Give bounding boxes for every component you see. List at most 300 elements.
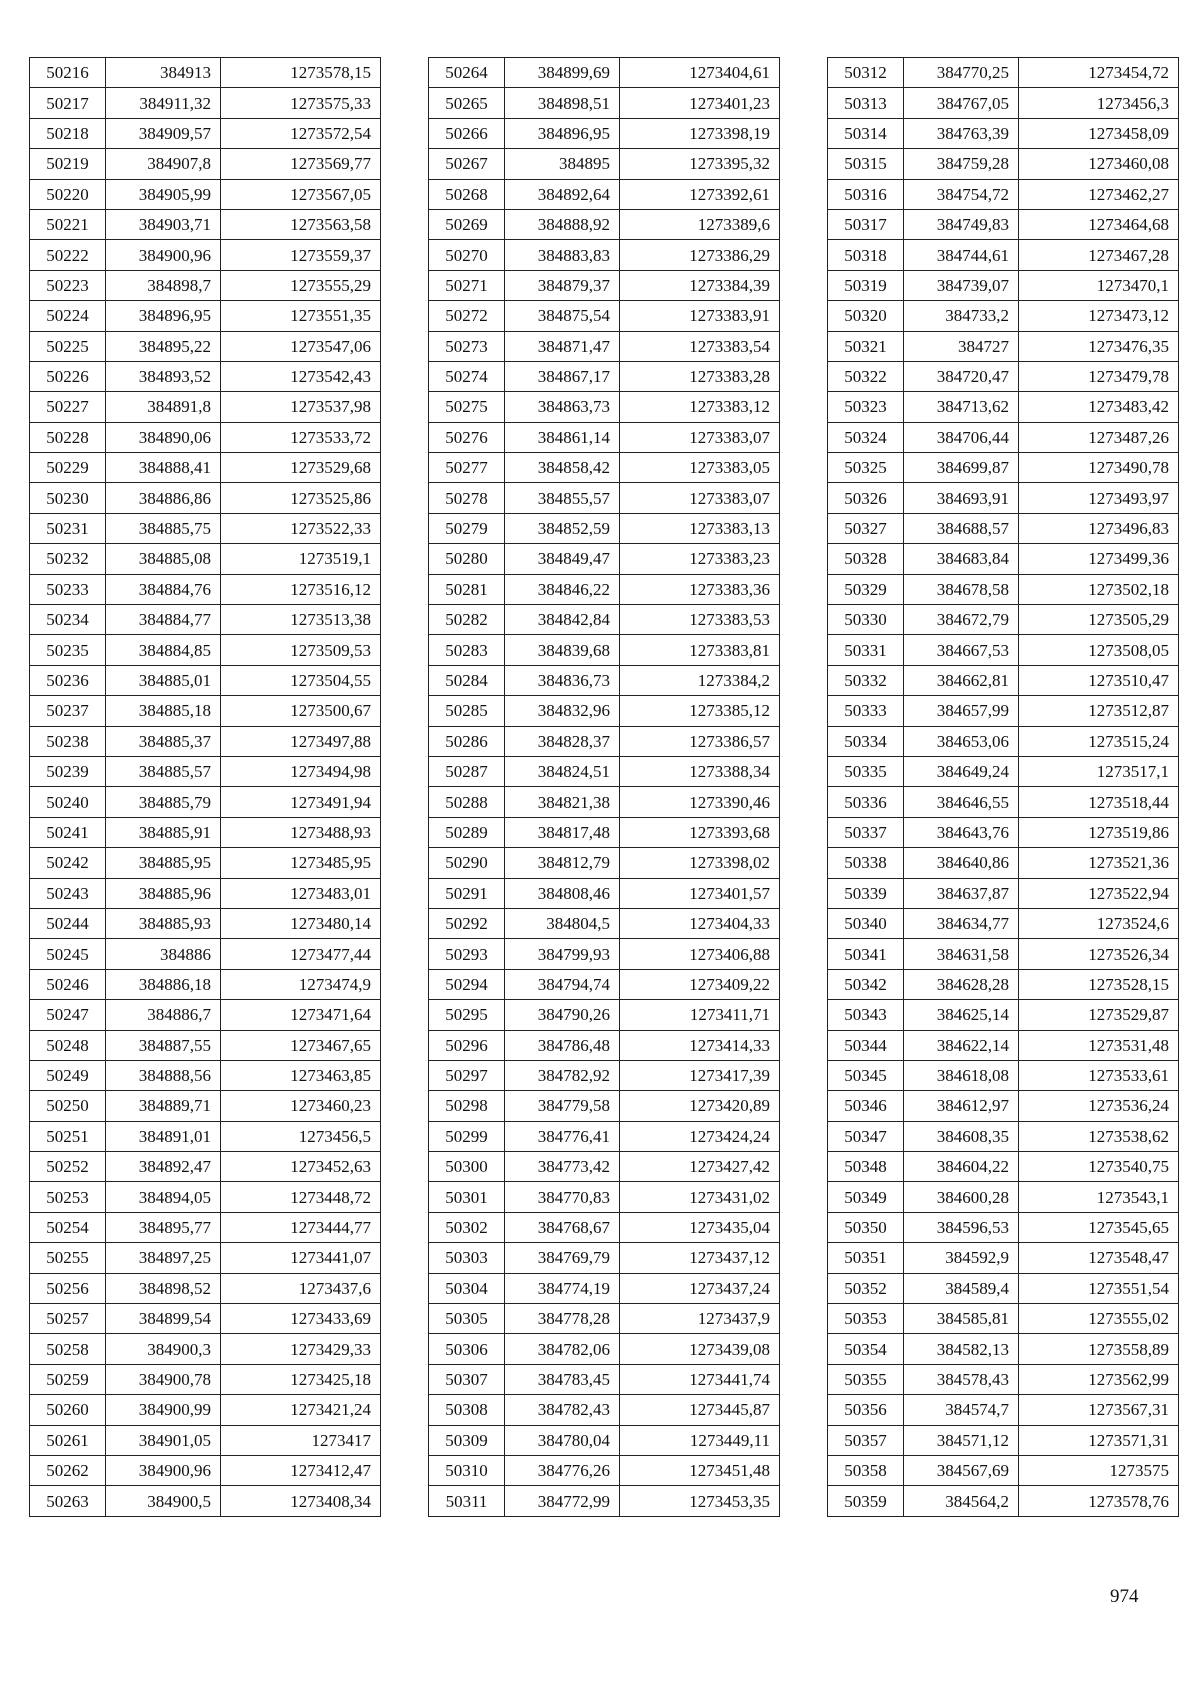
y-coordinate-cell: 1273464,68 bbox=[1019, 209, 1179, 239]
table-row bbox=[828, 969, 1179, 999]
x-coordinate-cell: 384667,53 bbox=[904, 635, 1019, 665]
y-coordinate-cell: 1273551,35 bbox=[221, 301, 381, 331]
y-coordinate-cell: 1273444,77 bbox=[221, 1212, 381, 1242]
point-id-cell: 50354 bbox=[828, 1334, 904, 1364]
x-coordinate-cell: 384885,95 bbox=[106, 848, 221, 878]
x-coordinate-cell: 384867,17 bbox=[505, 361, 620, 391]
y-coordinate-cell: 1273409,22 bbox=[620, 969, 780, 999]
point-id-cell: 50282 bbox=[429, 605, 505, 635]
point-id-cell: 50307 bbox=[429, 1364, 505, 1394]
point-id-cell: 50287 bbox=[429, 756, 505, 786]
table-row bbox=[30, 422, 381, 452]
point-id-cell: 50241 bbox=[30, 817, 106, 847]
point-id-cell: 50276 bbox=[429, 422, 505, 452]
x-coordinate-cell: 384892,64 bbox=[505, 179, 620, 209]
table-row bbox=[429, 544, 780, 574]
x-coordinate-cell: 384861,14 bbox=[505, 422, 620, 452]
x-coordinate-cell: 384780,04 bbox=[505, 1425, 620, 1455]
point-id-cell: 50268 bbox=[429, 179, 505, 209]
point-id-cell: 50328 bbox=[828, 544, 904, 574]
point-id-cell: 50235 bbox=[30, 635, 106, 665]
y-coordinate-cell: 1273398,19 bbox=[620, 118, 780, 148]
point-id-cell: 50243 bbox=[30, 878, 106, 908]
table-row bbox=[30, 453, 381, 483]
x-coordinate-cell: 384637,87 bbox=[904, 878, 1019, 908]
y-coordinate-cell: 1273433,69 bbox=[221, 1304, 381, 1334]
x-coordinate-cell: 384649,24 bbox=[904, 756, 1019, 786]
table-row bbox=[828, 1030, 1179, 1060]
x-coordinate-cell: 384886 bbox=[106, 939, 221, 969]
table-row bbox=[429, 574, 780, 604]
y-coordinate-cell: 1273499,36 bbox=[1019, 544, 1179, 574]
table-row bbox=[828, 331, 1179, 361]
x-coordinate-cell: 384779,58 bbox=[505, 1091, 620, 1121]
x-coordinate-cell: 384885,75 bbox=[106, 513, 221, 543]
y-coordinate-cell: 1273572,54 bbox=[221, 118, 381, 148]
y-coordinate-cell: 1273508,05 bbox=[1019, 635, 1179, 665]
point-id-cell: 50300 bbox=[429, 1152, 505, 1182]
y-coordinate-cell: 1273538,62 bbox=[1019, 1121, 1179, 1151]
y-coordinate-cell: 1273474,9 bbox=[221, 969, 381, 999]
point-id-cell: 50332 bbox=[828, 665, 904, 695]
table-row bbox=[828, 1364, 1179, 1394]
y-coordinate-cell: 1273518,44 bbox=[1019, 787, 1179, 817]
point-id-cell: 50331 bbox=[828, 635, 904, 665]
y-coordinate-cell: 1273513,38 bbox=[221, 605, 381, 635]
y-coordinate-cell: 1273487,26 bbox=[1019, 422, 1179, 452]
point-id-cell: 50265 bbox=[429, 88, 505, 118]
y-coordinate-cell: 1273524,6 bbox=[1019, 908, 1179, 938]
table-row bbox=[828, 635, 1179, 665]
table-row bbox=[828, 1304, 1179, 1334]
point-id-cell: 50347 bbox=[828, 1121, 904, 1151]
point-id-cell: 50288 bbox=[429, 787, 505, 817]
y-coordinate-cell: 1273578,76 bbox=[1019, 1486, 1179, 1516]
point-id-cell: 50232 bbox=[30, 544, 106, 574]
point-id-cell: 50316 bbox=[828, 179, 904, 209]
x-coordinate-cell: 384727 bbox=[904, 331, 1019, 361]
point-id-cell: 50264 bbox=[429, 58, 505, 88]
x-coordinate-cell: 384776,41 bbox=[505, 1121, 620, 1151]
x-coordinate-cell: 384794,74 bbox=[505, 969, 620, 999]
table-row bbox=[30, 1334, 381, 1364]
x-coordinate-cell: 384618,08 bbox=[904, 1060, 1019, 1090]
table-row bbox=[429, 209, 780, 239]
y-coordinate-cell: 1273406,88 bbox=[620, 939, 780, 969]
point-id-cell: 50247 bbox=[30, 1000, 106, 1030]
point-id-cell: 50303 bbox=[429, 1243, 505, 1273]
table-row bbox=[429, 1030, 780, 1060]
x-coordinate-cell: 384720,47 bbox=[904, 361, 1019, 391]
y-coordinate-cell: 1273417,39 bbox=[620, 1060, 780, 1090]
point-id-cell: 50219 bbox=[30, 149, 106, 179]
table-row bbox=[429, 878, 780, 908]
table-row bbox=[30, 240, 381, 270]
x-coordinate-cell: 384646,55 bbox=[904, 787, 1019, 817]
y-coordinate-cell: 1273537,98 bbox=[221, 392, 381, 422]
table-row bbox=[828, 1212, 1179, 1242]
y-coordinate-cell: 1273411,71 bbox=[620, 1000, 780, 1030]
point-id-cell: 50322 bbox=[828, 361, 904, 391]
x-coordinate-cell: 384754,72 bbox=[904, 179, 1019, 209]
table-row bbox=[429, 908, 780, 938]
table-row bbox=[828, 1486, 1179, 1516]
point-id-cell: 50299 bbox=[429, 1121, 505, 1151]
x-coordinate-cell: 384759,28 bbox=[904, 149, 1019, 179]
point-id-cell: 50343 bbox=[828, 1000, 904, 1030]
table-row bbox=[429, 422, 780, 452]
table-row bbox=[828, 209, 1179, 239]
point-id-cell: 50358 bbox=[828, 1455, 904, 1485]
y-coordinate-cell: 1273441,07 bbox=[221, 1243, 381, 1273]
table-row bbox=[828, 1121, 1179, 1151]
point-id-cell: 50344 bbox=[828, 1030, 904, 1060]
x-coordinate-cell: 384657,99 bbox=[904, 696, 1019, 726]
point-id-cell: 50305 bbox=[429, 1304, 505, 1334]
table-row bbox=[828, 392, 1179, 422]
y-coordinate-cell: 1273516,12 bbox=[221, 574, 381, 604]
x-coordinate-cell: 384886,7 bbox=[106, 1000, 221, 1030]
y-coordinate-cell: 1273401,57 bbox=[620, 878, 780, 908]
table-row bbox=[30, 939, 381, 969]
table-row bbox=[429, 726, 780, 756]
table-row bbox=[30, 58, 381, 88]
table-row bbox=[429, 605, 780, 635]
table-row bbox=[30, 605, 381, 635]
point-id-cell: 50335 bbox=[828, 756, 904, 786]
table-row bbox=[30, 756, 381, 786]
y-coordinate-cell: 1273383,07 bbox=[620, 422, 780, 452]
point-id-cell: 50326 bbox=[828, 483, 904, 513]
table-row bbox=[429, 1212, 780, 1242]
table-row bbox=[30, 1121, 381, 1151]
point-id-cell: 50245 bbox=[30, 939, 106, 969]
y-coordinate-cell: 1273558,89 bbox=[1019, 1334, 1179, 1364]
point-id-cell: 50270 bbox=[429, 240, 505, 270]
point-id-cell: 50234 bbox=[30, 605, 106, 635]
x-coordinate-cell: 384895,22 bbox=[106, 331, 221, 361]
point-id-cell: 50334 bbox=[828, 726, 904, 756]
point-id-cell: 50262 bbox=[30, 1455, 106, 1485]
y-coordinate-cell: 1273458,09 bbox=[1019, 118, 1179, 148]
point-id-cell: 50296 bbox=[429, 1030, 505, 1060]
table-row bbox=[30, 361, 381, 391]
point-id-cell: 50284 bbox=[429, 665, 505, 695]
table-row bbox=[828, 58, 1179, 88]
point-id-cell: 50356 bbox=[828, 1395, 904, 1425]
x-coordinate-cell: 384907,8 bbox=[106, 149, 221, 179]
y-coordinate-cell: 1273383,07 bbox=[620, 483, 780, 513]
y-coordinate-cell: 1273452,63 bbox=[221, 1152, 381, 1182]
table-row bbox=[30, 787, 381, 817]
x-coordinate-cell: 384913 bbox=[106, 58, 221, 88]
x-coordinate-cell: 384786,48 bbox=[505, 1030, 620, 1060]
table-row bbox=[429, 1304, 780, 1334]
y-coordinate-cell: 1273483,01 bbox=[221, 878, 381, 908]
x-coordinate-cell: 384608,35 bbox=[904, 1121, 1019, 1151]
table-row bbox=[828, 179, 1179, 209]
y-coordinate-cell: 1273383,28 bbox=[620, 361, 780, 391]
y-coordinate-cell: 1273383,12 bbox=[620, 392, 780, 422]
table-row bbox=[828, 726, 1179, 756]
point-id-cell: 50291 bbox=[429, 878, 505, 908]
y-coordinate-cell: 1273417 bbox=[221, 1425, 381, 1455]
y-coordinate-cell: 1273404,61 bbox=[620, 58, 780, 88]
x-coordinate-cell: 384828,37 bbox=[505, 726, 620, 756]
point-id-cell: 50229 bbox=[30, 453, 106, 483]
point-id-cell: 50323 bbox=[828, 392, 904, 422]
x-coordinate-cell: 384885,57 bbox=[106, 756, 221, 786]
table-row bbox=[828, 605, 1179, 635]
x-coordinate-cell: 384898,52 bbox=[106, 1273, 221, 1303]
y-coordinate-cell: 1273392,61 bbox=[620, 179, 780, 209]
x-coordinate-cell: 384571,12 bbox=[904, 1425, 1019, 1455]
table-row bbox=[429, 1334, 780, 1364]
table-row bbox=[429, 1152, 780, 1182]
table-row bbox=[30, 817, 381, 847]
x-coordinate-cell: 384839,68 bbox=[505, 635, 620, 665]
x-coordinate-cell: 384896,95 bbox=[106, 301, 221, 331]
table-row bbox=[30, 1091, 381, 1121]
table-row bbox=[429, 118, 780, 148]
y-coordinate-cell: 1273460,08 bbox=[1019, 149, 1179, 179]
table-row bbox=[30, 1243, 381, 1273]
table-row bbox=[828, 787, 1179, 817]
y-coordinate-cell: 1273480,14 bbox=[221, 908, 381, 938]
point-id-cell: 50341 bbox=[828, 939, 904, 969]
x-coordinate-cell: 384596,53 bbox=[904, 1212, 1019, 1242]
x-coordinate-cell: 384625,14 bbox=[904, 1000, 1019, 1030]
y-coordinate-cell: 1273383,36 bbox=[620, 574, 780, 604]
x-coordinate-cell: 384855,57 bbox=[505, 483, 620, 513]
point-id-cell: 50244 bbox=[30, 908, 106, 938]
x-coordinate-cell: 384889,71 bbox=[106, 1091, 221, 1121]
point-id-cell: 50339 bbox=[828, 878, 904, 908]
x-coordinate-cell: 384879,37 bbox=[505, 270, 620, 300]
y-coordinate-cell: 1273454,72 bbox=[1019, 58, 1179, 88]
x-coordinate-cell: 384896,95 bbox=[505, 118, 620, 148]
y-coordinate-cell: 1273529,87 bbox=[1019, 1000, 1179, 1030]
table-row bbox=[828, 756, 1179, 786]
table-row bbox=[30, 665, 381, 695]
y-coordinate-cell: 1273467,65 bbox=[221, 1030, 381, 1060]
page-number: 974 bbox=[1110, 1586, 1139, 1607]
x-coordinate-cell: 384804,5 bbox=[505, 908, 620, 938]
x-coordinate-cell: 384790,26 bbox=[505, 1000, 620, 1030]
point-id-cell: 50217 bbox=[30, 88, 106, 118]
table-row bbox=[828, 240, 1179, 270]
point-id-cell: 50313 bbox=[828, 88, 904, 118]
y-coordinate-cell: 1273548,47 bbox=[1019, 1243, 1179, 1273]
x-coordinate-cell: 384846,22 bbox=[505, 574, 620, 604]
y-coordinate-cell: 1273420,89 bbox=[620, 1091, 780, 1121]
y-coordinate-cell: 1273421,24 bbox=[221, 1395, 381, 1425]
point-id-cell: 50304 bbox=[429, 1273, 505, 1303]
table-row bbox=[30, 1000, 381, 1030]
table-row bbox=[429, 696, 780, 726]
y-coordinate-cell: 1273412,47 bbox=[221, 1455, 381, 1485]
point-id-cell: 50301 bbox=[429, 1182, 505, 1212]
y-coordinate-cell: 1273490,78 bbox=[1019, 453, 1179, 483]
point-id-cell: 50258 bbox=[30, 1334, 106, 1364]
y-coordinate-cell: 1273383,13 bbox=[620, 513, 780, 543]
x-coordinate-cell: 384767,05 bbox=[904, 88, 1019, 118]
y-coordinate-cell: 1273562,99 bbox=[1019, 1364, 1179, 1394]
y-coordinate-cell: 1273563,58 bbox=[221, 209, 381, 239]
x-coordinate-cell: 384622,14 bbox=[904, 1030, 1019, 1060]
x-coordinate-cell: 384824,51 bbox=[505, 756, 620, 786]
point-id-cell: 50222 bbox=[30, 240, 106, 270]
x-coordinate-cell: 384885,93 bbox=[106, 908, 221, 938]
x-coordinate-cell: 384884,77 bbox=[106, 605, 221, 635]
y-coordinate-cell: 1273536,24 bbox=[1019, 1091, 1179, 1121]
table-row bbox=[828, 1455, 1179, 1485]
x-coordinate-cell: 384683,84 bbox=[904, 544, 1019, 574]
x-coordinate-cell: 384574,7 bbox=[904, 1395, 1019, 1425]
x-coordinate-cell: 384898,7 bbox=[106, 270, 221, 300]
x-coordinate-cell: 384832,96 bbox=[505, 696, 620, 726]
y-coordinate-cell: 1273383,81 bbox=[620, 635, 780, 665]
table-row bbox=[828, 574, 1179, 604]
table-row bbox=[429, 1121, 780, 1151]
table-row bbox=[828, 1091, 1179, 1121]
point-id-cell: 50336 bbox=[828, 787, 904, 817]
table-row bbox=[429, 1425, 780, 1455]
table-row bbox=[30, 301, 381, 331]
coordinate-table-3 bbox=[827, 57, 1179, 1517]
x-coordinate-cell: 384883,83 bbox=[505, 240, 620, 270]
y-coordinate-cell: 1273528,15 bbox=[1019, 969, 1179, 999]
table-row bbox=[828, 1334, 1179, 1364]
x-coordinate-cell: 384886,18 bbox=[106, 969, 221, 999]
table-row bbox=[828, 1000, 1179, 1030]
x-coordinate-cell: 384589,4 bbox=[904, 1273, 1019, 1303]
point-id-cell: 50239 bbox=[30, 756, 106, 786]
y-coordinate-cell: 1273467,28 bbox=[1019, 240, 1179, 270]
y-coordinate-cell: 1273441,74 bbox=[620, 1364, 780, 1394]
point-id-cell: 50349 bbox=[828, 1182, 904, 1212]
x-coordinate-cell: 384885,79 bbox=[106, 787, 221, 817]
y-coordinate-cell: 1273509,53 bbox=[221, 635, 381, 665]
table-row bbox=[30, 696, 381, 726]
table-row bbox=[30, 574, 381, 604]
x-coordinate-cell: 384808,46 bbox=[505, 878, 620, 908]
y-coordinate-cell: 1273555,29 bbox=[221, 270, 381, 300]
point-id-cell: 50330 bbox=[828, 605, 904, 635]
table-row bbox=[30, 969, 381, 999]
point-id-cell: 50248 bbox=[30, 1030, 106, 1060]
point-id-cell: 50251 bbox=[30, 1121, 106, 1151]
x-coordinate-cell: 384782,06 bbox=[505, 1334, 620, 1364]
point-id-cell: 50357 bbox=[828, 1425, 904, 1455]
y-coordinate-cell: 1273463,85 bbox=[221, 1060, 381, 1090]
table-body bbox=[828, 58, 1179, 1517]
point-id-cell: 50277 bbox=[429, 453, 505, 483]
point-id-cell: 50351 bbox=[828, 1243, 904, 1273]
x-coordinate-cell: 384776,26 bbox=[505, 1455, 620, 1485]
y-coordinate-cell: 1273505,29 bbox=[1019, 605, 1179, 635]
y-coordinate-cell: 1273517,1 bbox=[1019, 756, 1179, 786]
table-row bbox=[828, 665, 1179, 695]
y-coordinate-cell: 1273569,77 bbox=[221, 149, 381, 179]
point-id-cell: 50267 bbox=[429, 149, 505, 179]
y-coordinate-cell: 1273543,1 bbox=[1019, 1182, 1179, 1212]
x-coordinate-cell: 384770,83 bbox=[505, 1182, 620, 1212]
y-coordinate-cell: 1273395,32 bbox=[620, 149, 780, 179]
y-coordinate-cell: 1273504,55 bbox=[221, 665, 381, 695]
x-coordinate-cell: 384817,48 bbox=[505, 817, 620, 847]
point-id-cell: 50302 bbox=[429, 1212, 505, 1242]
point-id-cell: 50286 bbox=[429, 726, 505, 756]
y-coordinate-cell: 1273448,72 bbox=[221, 1182, 381, 1212]
table-row bbox=[429, 1243, 780, 1273]
table-row bbox=[828, 453, 1179, 483]
table-row bbox=[429, 1000, 780, 1030]
x-coordinate-cell: 384672,79 bbox=[904, 605, 1019, 635]
y-coordinate-cell: 1273531,48 bbox=[1019, 1030, 1179, 1060]
y-coordinate-cell: 1273567,05 bbox=[221, 179, 381, 209]
point-id-cell: 50279 bbox=[429, 513, 505, 543]
table-row bbox=[429, 969, 780, 999]
x-coordinate-cell: 384900,96 bbox=[106, 1455, 221, 1485]
y-coordinate-cell: 1273533,61 bbox=[1019, 1060, 1179, 1090]
table-row bbox=[429, 58, 780, 88]
point-id-cell: 50320 bbox=[828, 301, 904, 331]
table-row bbox=[429, 1273, 780, 1303]
y-coordinate-cell: 1273456,3 bbox=[1019, 88, 1179, 118]
point-id-cell: 50249 bbox=[30, 1060, 106, 1090]
y-coordinate-cell: 1273521,36 bbox=[1019, 848, 1179, 878]
y-coordinate-cell: 1273439,08 bbox=[620, 1334, 780, 1364]
point-id-cell: 50272 bbox=[429, 301, 505, 331]
table-row bbox=[429, 817, 780, 847]
y-coordinate-cell: 1273545,65 bbox=[1019, 1212, 1179, 1242]
point-id-cell: 50306 bbox=[429, 1334, 505, 1364]
x-coordinate-cell: 384783,45 bbox=[505, 1364, 620, 1394]
x-coordinate-cell: 384763,39 bbox=[904, 118, 1019, 148]
y-coordinate-cell: 1273547,06 bbox=[221, 331, 381, 361]
y-coordinate-cell: 1273575 bbox=[1019, 1455, 1179, 1485]
x-coordinate-cell: 384885,91 bbox=[106, 817, 221, 847]
x-coordinate-cell: 384640,86 bbox=[904, 848, 1019, 878]
table-row bbox=[828, 149, 1179, 179]
x-coordinate-cell: 384885,18 bbox=[106, 696, 221, 726]
y-coordinate-cell: 1273425,18 bbox=[221, 1364, 381, 1394]
y-coordinate-cell: 1273525,86 bbox=[221, 483, 381, 513]
point-id-cell: 50333 bbox=[828, 696, 904, 726]
y-coordinate-cell: 1273383,91 bbox=[620, 301, 780, 331]
y-coordinate-cell: 1273401,23 bbox=[620, 88, 780, 118]
point-id-cell: 50266 bbox=[429, 118, 505, 148]
table-row bbox=[429, 392, 780, 422]
y-coordinate-cell: 1273471,64 bbox=[221, 1000, 381, 1030]
point-id-cell: 50223 bbox=[30, 270, 106, 300]
point-id-cell: 50285 bbox=[429, 696, 505, 726]
x-coordinate-cell: 384634,77 bbox=[904, 908, 1019, 938]
x-coordinate-cell: 384911,32 bbox=[106, 88, 221, 118]
table-row bbox=[30, 1212, 381, 1242]
x-coordinate-cell: 384821,38 bbox=[505, 787, 620, 817]
point-id-cell: 50280 bbox=[429, 544, 505, 574]
point-id-cell: 50242 bbox=[30, 848, 106, 878]
y-coordinate-cell: 1273460,23 bbox=[221, 1091, 381, 1121]
x-coordinate-cell: 384888,56 bbox=[106, 1060, 221, 1090]
x-coordinate-cell: 384885,96 bbox=[106, 878, 221, 908]
point-id-cell: 50297 bbox=[429, 1060, 505, 1090]
point-id-cell: 50218 bbox=[30, 118, 106, 148]
point-id-cell: 50225 bbox=[30, 331, 106, 361]
x-coordinate-cell: 384900,3 bbox=[106, 1334, 221, 1364]
